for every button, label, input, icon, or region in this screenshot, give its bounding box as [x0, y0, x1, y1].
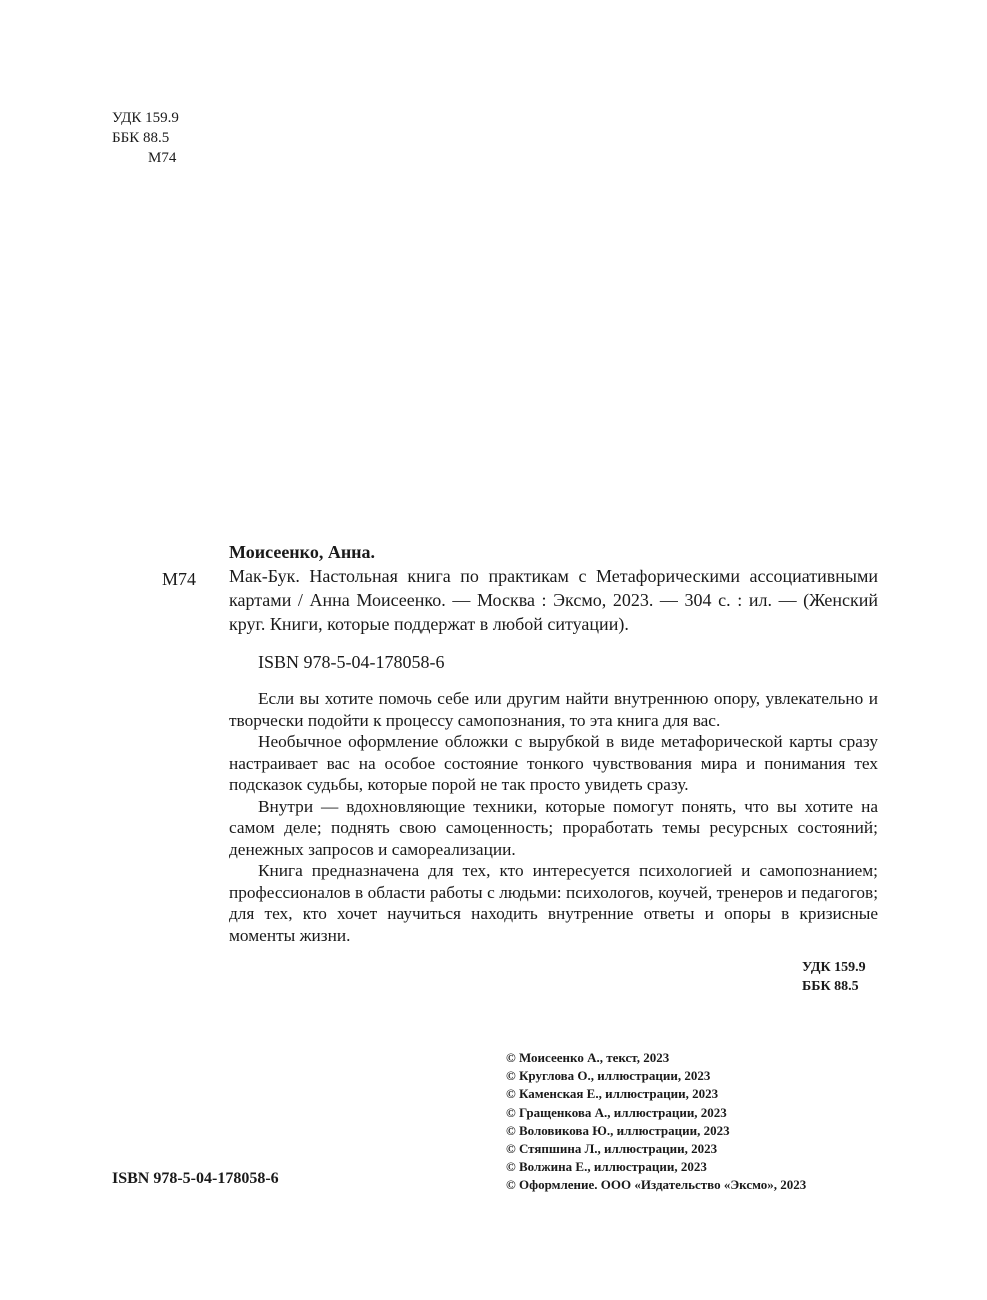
header-classification-codes	[112, 108, 179, 168]
footer-udk-code: УДК 159.9	[802, 960, 866, 975]
catalog-author: Моисеенко, Анна.	[229, 542, 376, 562]
copyright-line: © Каменская Е., иллюстрации, 2023	[506, 1086, 719, 1102]
annotation-paragraph: Книга предназначена для тех, кто интересуется психологией и самопознанием; профессионалов в области работы с людьми: психологов, коучей, тренеров и педагогов; для тех, кто хочет научиться находить внутренние ответы и опоры в кризисные моменты жизни.	[229, 861, 878, 945]
annotation-paragraph: Необычное оформление обложки с вырубкой в виде метафорической карты сразу настраивает вас на особое состояние тонкого чувствования мира и понимания тех подсказок судьбы, которые порой не так просто увидеть сразу.	[229, 732, 878, 794]
isbn-bottom: ISBN 978-5-04-178058-6	[112, 1170, 279, 1187]
catalog-author-sign: М74	[162, 569, 197, 589]
catalog-isbn: ISBN 978-5-04-178058-6	[258, 652, 445, 672]
copyright-line: © Круглова О., иллюстрации, 2023	[506, 1068, 711, 1084]
footer-bbk-code: ББК 88.5	[802, 979, 859, 994]
copyright-line: © Волжина Е., иллюстрации, 2023	[506, 1159, 707, 1175]
footer-classification-codes	[802, 958, 866, 996]
catalog-description: Мак-Бук. Настольная книга по практикам с Метафорическими ассоциативными картами / Анна Моисеенко. — Москва : Эксмо, 2023. — 304 с. : ил. — (Женский круг. Книги, которые поддержат в любой ситуации).	[229, 566, 878, 634]
annotation-paragraph: Внутри — вдохновляющие техники, которые помогут понять, что вы хотите на самом деле; поднять свою самоценность; проработать темы ресурсных состояний; денежных запросов и самореализации.	[229, 796, 878, 859]
catalog-entry	[162, 540, 878, 946]
copyright-line: © Воловикова Ю., иллюстрации, 2023	[506, 1122, 730, 1138]
annotation	[229, 688, 878, 946]
copyright-list	[506, 1049, 806, 1195]
copyright-line: © Гращенкова А., иллюстрации, 2023	[506, 1104, 727, 1120]
copyright-line: © Стяпшина Л., иллюстрации, 2023	[506, 1141, 718, 1157]
copyright-line: © Оформление. ООО «Издательство «Эксмо», 2023	[506, 1177, 807, 1193]
catalog-description-block	[162, 564, 878, 636]
author-sign-code: М74	[148, 150, 177, 166]
annotation-paragraph: Если вы хотите помочь себе или другим найти внутреннюю опору, увлекательно и творчески подойти к процессу самопознания, то эта книга для вас.	[229, 689, 878, 730]
copyright-line: © Моисеенко А., текст, 2023	[506, 1050, 670, 1065]
bbk-code: ББК 88.5	[112, 130, 170, 146]
udk-code: УДК 159.9	[112, 110, 179, 126]
